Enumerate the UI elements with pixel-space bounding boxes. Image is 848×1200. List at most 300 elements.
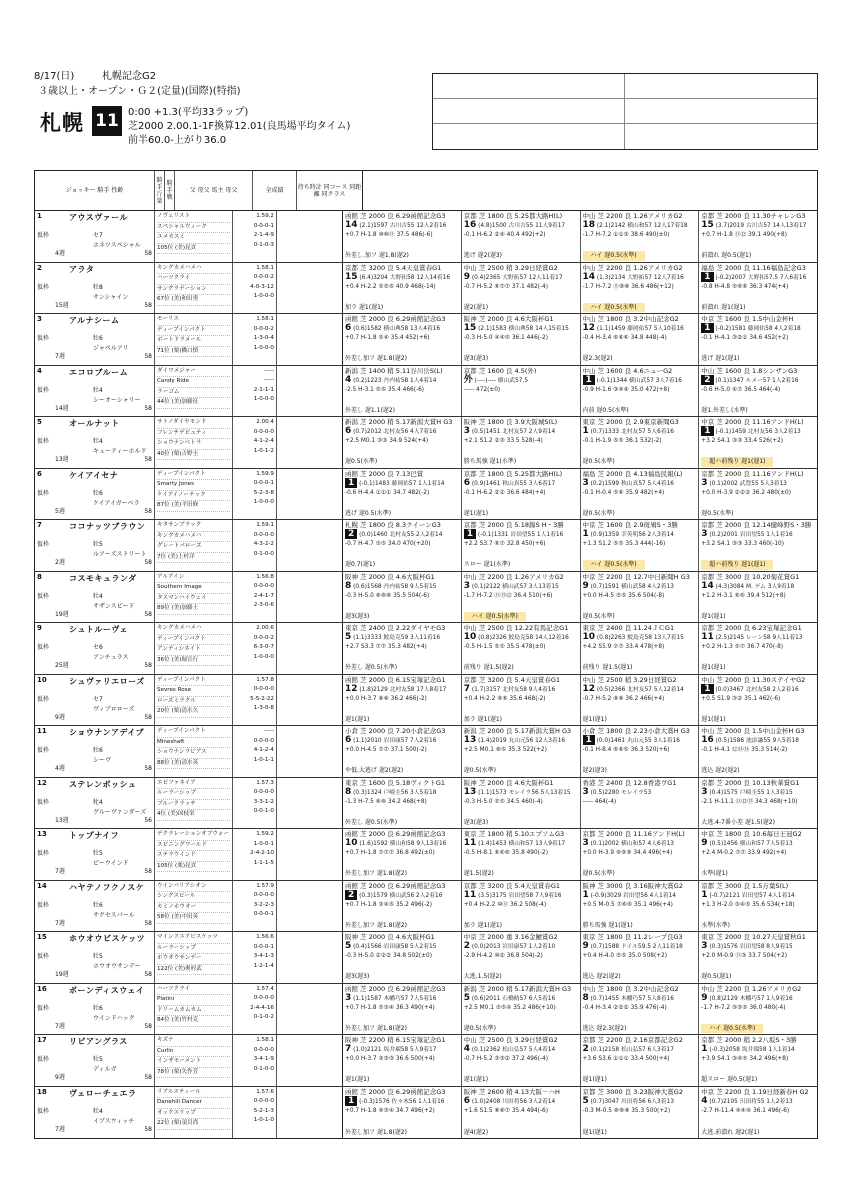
frame-label: 仮枠: [37, 1004, 50, 1012]
past-race: [343, 829, 462, 880]
race-comment: 遅1(遅1): [463, 509, 489, 517]
race-result: [583, 839, 697, 849]
race-time: (1.1)3333 鮫島克59 3人11着16: [351, 635, 441, 642]
race-time: (0.5)1451 北村友57 2人9着14: [470, 429, 556, 436]
interval-weeks: 13週: [55, 816, 69, 824]
past-races: [343, 623, 817, 674]
race-result: [701, 324, 815, 334]
race-comment: 前潰れ 遅0.5(遅1): [701, 252, 752, 260]
horse-name[interactable]: エコロブルーム: [69, 367, 129, 377]
race-comment: 遅1(遅1): [582, 1128, 607, 1136]
horse-cell: [35, 932, 155, 983]
carried-weight: 58: [144, 919, 152, 927]
horse-name[interactable]: ステレンボッシュ: [69, 779, 137, 789]
pedigree-cell: [155, 417, 233, 468]
pedigree-line: ダイワメジャー: [157, 367, 230, 378]
sex-age: 牡4: [93, 386, 103, 394]
carried-weight: 58: [144, 250, 152, 257]
race-result: [701, 376, 815, 386]
race-metrics: -2.7 H-11.4 ④④④ 36.1 496(-6): [701, 1107, 790, 1114]
race-result: [345, 685, 459, 695]
pedigree-line: ディープインパクト: [157, 470, 230, 481]
horse-name[interactable]: オールナット: [69, 419, 120, 428]
race-comment: 遅2.3(遅2): [582, 355, 613, 363]
record-line: 0-0-0-0: [253, 789, 274, 795]
past-race: [462, 572, 581, 623]
horse-number: 7: [37, 521, 42, 529]
notes-box: [625, 74, 817, 99]
times-cell: [277, 829, 343, 880]
interval-weeks: 7週: [55, 1125, 65, 1133]
race-result: [464, 582, 578, 592]
notes-box: [625, 99, 817, 124]
race-comment: 遅1(遅1): [582, 1076, 607, 1084]
record-line: 1-0-0-0: [253, 344, 274, 351]
race-metrics: -2.1 H-11.1 ⑪⑫⑬ 34.3 468(+10): [701, 798, 798, 805]
record-line: 1-0-1-0: [253, 1117, 274, 1123]
record-line: 3-4-1-3: [253, 953, 274, 959]
times-cell: [277, 520, 343, 571]
race-metrics: -0.1 H-0.4 ⑤⑥ 35.9 482(+4): [582, 489, 665, 496]
race-title: 阪神 芝 2000 良 4.6大阪杯G1: [345, 933, 435, 941]
race-result: [464, 221, 578, 231]
record-line: 0-0-0-1: [253, 222, 274, 229]
record-line: 3-3-1-2: [253, 798, 274, 805]
record-line: 1-3-0-4: [253, 335, 274, 341]
past-races: [343, 829, 817, 880]
dam-sire: ヴィブロローズ: [93, 705, 135, 713]
horse-number: 1: [37, 212, 42, 220]
race-title: 中山 芝 2500 良 12.22有馬記念G1: [463, 624, 569, 632]
horse-name[interactable]: ココナッツブラウン: [69, 522, 146, 531]
record-line: 4-0-3-12: [250, 283, 274, 290]
horse-name[interactable]: ホウオウビスケッツ: [69, 934, 146, 943]
finish-position: 2: [701, 375, 713, 385]
interval-weeks: 19週: [55, 610, 69, 618]
race-title: 中京 芝 2200 良 1.19日経新春H G2: [701, 1087, 809, 1096]
record-line: -----: [263, 367, 274, 374]
finish-position: 5: [345, 632, 352, 643]
race-time: (1.4)2019 丸山元56 12人3着16: [476, 738, 566, 745]
header-times: 持ち時計 同コース 同距離 同クラス: [297, 171, 363, 210]
past-race: [343, 623, 462, 674]
past-race: [343, 778, 462, 829]
race-time: (1.1)2010 岩田康57 7人2着16: [351, 738, 437, 745]
frame-label: 仮枠: [37, 644, 50, 651]
record-line: 0-0-0-0: [253, 995, 274, 1001]
race-time: (-0.7)2121 岩田望57 4人1着14: [707, 892, 795, 899]
race-title: 中山 芝 2000 良 11.30ステイヤG2: [701, 675, 806, 684]
race-comment: 逃げ 遅0.5(水準): [345, 509, 392, 517]
pedigree-line: グレートバローズ: [157, 542, 230, 553]
race-metrics: +3.6 S3.6 ①①① 33.4 500(+4): [582, 1056, 670, 1063]
past-race: [343, 675, 462, 726]
past-races: [343, 675, 817, 726]
record-line: 1-0-0-0: [253, 653, 274, 660]
race-result: [345, 427, 459, 437]
dam-sire: グルーヴァンダーズ: [93, 808, 147, 816]
race-time: (0.3)1579 横山武56 2人2着16: [357, 892, 443, 899]
race-result: [345, 479, 459, 489]
table-row: [35, 778, 817, 830]
interval-weeks: 4週: [55, 765, 65, 772]
race-title: 中山 芝 1600 良 4.6ニューG2: [582, 366, 673, 375]
pedigree-line: キズナ: [157, 1036, 230, 1047]
race-time: (0.8)2326 鮫島克58 14人12着16: [476, 635, 569, 642]
sex-age: 牡5: [93, 541, 103, 548]
finish-position: 7: [463, 683, 471, 694]
race-comment: 遅1.5(遅2): [463, 870, 494, 878]
race-time: (0.9)1461 秋山真55 3人6着17: [470, 480, 556, 487]
record-cell: [233, 881, 277, 932]
race-time: (2.1)1583 横山典58 14人15着15: [476, 326, 569, 333]
finish-position: 1: [582, 426, 589, 437]
pedigree-line: ユメカスミ: [157, 233, 230, 244]
race-title: 東京 芝 1600 良 5.18ヴィクトG1: [345, 778, 446, 787]
finish-position: 10: [345, 838, 358, 849]
race-metrics: +0.4 H-2.2 ⑩⑪ 36.2 508(-4): [463, 901, 547, 908]
horse-name[interactable]: アウスヴァール: [69, 213, 129, 222]
race-comment: 遅1(遅1): [345, 715, 370, 723]
pedigree-line: インザモーメント: [157, 1057, 230, 1068]
race-time: (0.3)1576 岩田望58 8人9着15: [707, 944, 793, 951]
finish-position: 4: [463, 1044, 471, 1055]
horse-name[interactable]: コスモキュランダ: [69, 573, 137, 583]
record-line: 1.58.1: [256, 316, 274, 322]
race-comment: 遅3(遅3): [463, 355, 489, 363]
finish-position: 18: [582, 220, 596, 231]
horse-name[interactable]: リビアングラス: [69, 1037, 128, 1046]
race-title: 中京 芝 2000 重 3.16金鯱賞G2: [463, 933, 558, 941]
race-title: 中京 芝 1600 良 2.9斑鳩S・3勝: [582, 521, 678, 529]
finish-position: 3: [582, 786, 589, 797]
race-metrics: -2.5 H-3.1 ⑤⑤ 35.4 466(-6): [345, 386, 425, 393]
finish-position: 8: [345, 786, 352, 797]
race-result: [345, 530, 459, 540]
past-race: [699, 675, 817, 726]
past-race: [343, 726, 462, 777]
race-title: 京都 芝 3000 良 1.5万葉S(L): [701, 881, 789, 890]
past-race: [462, 469, 581, 520]
horse-name[interactable]: ヴェローチェエラ: [69, 1088, 137, 1098]
race-result: [464, 685, 578, 695]
race-result: [464, 736, 578, 746]
race-comment: 逃げ 遅1(遅1): [701, 355, 740, 363]
frame-label: 仮枠: [37, 695, 50, 703]
frame-label: 仮枠: [37, 850, 50, 857]
record-line: 4-1-2-4: [253, 438, 274, 444]
sex-age: 牡5: [93, 953, 103, 960]
pedigree-line: キングカメハメハ: [157, 624, 230, 635]
horse-number: 18: [37, 1087, 47, 1096]
race-result: [701, 685, 815, 695]
race-metrics: +0.2 H-1.3 ⑤⑦ 36.7 470(-8): [701, 644, 784, 651]
sex-age: セ7: [93, 695, 103, 703]
past-race: [581, 726, 700, 777]
record-line: 1.59.1: [256, 522, 274, 528]
finish-position: 15: [701, 220, 714, 231]
record-line: 0-1-0-2: [253, 1014, 274, 1020]
race-comment: スロー 遅1(水準): [463, 561, 511, 569]
race-result: [701, 736, 815, 746]
race-title: 中山 芝 2500 良 3.29日経賞G2: [463, 1036, 558, 1044]
race-result: [701, 633, 815, 643]
record-line: 0-0-0-0: [253, 737, 274, 744]
race-result: [583, 479, 697, 489]
race-metrics: +0.0 H-4.5 ⑤⑤ 35.6 504(-8): [582, 592, 665, 599]
race-result: [464, 273, 578, 283]
pedigree-line: ドリームカムカム: [157, 1006, 230, 1017]
race-metrics: +0.0 H-3.7 ③③③ 36.6 500(+4): [345, 1056, 435, 1063]
pedigree-cell: [155, 263, 233, 314]
sex-age: セ7: [93, 232, 103, 239]
race-title: 小倉 芝 1800 良 2.23小倉大賞H G3: [582, 727, 690, 735]
race-metrics: -0.1 H-4.1 ⑫⑭⑭ 35.3 514(-2): [701, 747, 788, 754]
race-title: 東京 芝 2000 良 10.27天皇賞秋G1: [701, 933, 806, 941]
race-metrics: -1.7 H-7.2 ③⑤⑤ 36.0 480(-4): [701, 1004, 786, 1011]
pedigree-cell: [155, 1087, 233, 1139]
dam-sire: ピーウインド: [93, 860, 129, 867]
finish-position: 5: [582, 1095, 589, 1106]
pedigree-line: ルーラーシップ: [157, 789, 230, 800]
finish-position: 3: [701, 529, 708, 540]
finish-position: 3: [463, 580, 471, 591]
pedigree-line: キングカメハメハ: [157, 264, 230, 275]
race-time: (1.7)3157 北村友58 9人4着16: [470, 686, 556, 693]
times-cell: [277, 984, 343, 1035]
sex-age: 牡4: [93, 592, 103, 600]
finish-position: 8: [582, 992, 589, 1003]
pedigree-line: ショウナンベトラ: [157, 439, 230, 450]
frame-label: 仮枠: [37, 592, 50, 600]
race-time: (0.2)2001 岩田望55 1人1着16: [707, 532, 793, 539]
record-line: 0-1-0-3: [253, 241, 274, 248]
record-cell: [233, 572, 277, 623]
horse-name[interactable]: ハヤテノフクノスケ: [69, 882, 145, 892]
finish-position: 6: [345, 323, 352, 334]
frame-label: 仮枠: [37, 541, 50, 548]
record-cell: [233, 417, 277, 468]
dam-sire: シーヴ: [93, 757, 112, 764]
sex-age: 牡5: [93, 1056, 103, 1063]
pedigree-line: 20位 (栗)清水久: [157, 707, 230, 718]
past-race: [699, 726, 817, 777]
race-result: [583, 273, 697, 283]
race-metrics: -0.8 H-4.8 ⑤⑥⑥ 36.3 474(+4): [701, 283, 789, 290]
race-result: [701, 839, 815, 849]
race-title: 阪神 芝 2000 良 4.6大阪杯G1: [463, 315, 554, 323]
race-comment: 大逃.4-7番小差 遅1.5(遅2): [701, 818, 775, 826]
race-title: 新潟 芝 1400 稍 5.11谷川岳S(L): [345, 366, 443, 375]
past-race: [462, 984, 581, 1035]
past-race: [699, 932, 817, 983]
past-race: [462, 829, 581, 880]
horse-name[interactable]: ボーンディスウェイ: [69, 985, 145, 995]
horse-name[interactable]: シュヴァリエローズ: [69, 676, 145, 686]
race-comment: 加ラ 遅1(遅1): [345, 303, 384, 311]
race-time: (0.0)1460 北村友55 2人2着14: [357, 532, 443, 539]
carried-weight: 58: [144, 713, 152, 721]
race-comment: 遅3(遅3): [463, 818, 489, 826]
race-result: [701, 891, 815, 901]
record-line: 0-0-0-2: [253, 325, 274, 332]
race-result: [701, 427, 815, 437]
race-metrics: -0.1 H-4.1 ③②① 34.6 452(+2): [701, 335, 789, 342]
race-conditions: ３歳以上・オープン・Ｇ２(定量)(国際)(特指): [38, 86, 241, 97]
pedigree-line: ハーツクライ: [157, 274, 230, 285]
race-metrics: +0.7 H-1.8 ⑤③④ 36.3 490(+4): [345, 1004, 435, 1011]
past-race: [581, 211, 700, 262]
past-race: [699, 623, 817, 674]
times-cell: [277, 1087, 343, 1139]
horse-name[interactable]: アルナシーム: [69, 316, 120, 325]
race-title: 京都 芝 2000 良 10.13秋華賞G1: [701, 778, 800, 787]
dam-sire: イブスウィッチ: [93, 1117, 135, 1125]
finish-position: 14: [345, 220, 358, 231]
race-result: [345, 788, 459, 798]
race-title: 小倉 芝 2000 良 7.20小倉記念G3: [345, 727, 446, 735]
race-title: 阪神 芝 3000 良 3.16阪神大賞G2: [582, 881, 683, 890]
race-time: (-0.9)3029 岩田望56 4人1着14: [588, 892, 676, 899]
past-races: [343, 366, 817, 417]
race-metrics: -0.4 H-3.4 ②②② 35.9 476(-4): [582, 1004, 667, 1011]
past-race: [343, 1087, 462, 1139]
horse-name[interactable]: アラタ: [69, 264, 95, 274]
past-race: [343, 520, 462, 571]
race-time: (0.9)1359 幸英明56 2人3着14: [588, 532, 674, 539]
race-metrics: +0.5 S1.9 ③② 35.1 462(-6): [701, 695, 781, 702]
race-comment: 遅1(遅1): [582, 715, 607, 723]
horse-name[interactable]: ショウナンアデイブ: [69, 728, 145, 737]
past-race: [699, 366, 817, 417]
past-races: [343, 572, 817, 623]
finish-position: 1: [701, 272, 713, 282]
pedigree-line: Southern Image: [157, 583, 230, 594]
finish-position: 1: [345, 1096, 357, 1106]
race-title: 中京 芝 2200 良 12.7中日新聞H G3: [582, 572, 690, 581]
race-comment: 水準(遅1): [701, 870, 728, 878]
race-metrics: -0.1 H-6.2 ②④ 40.4 492(+2): [463, 232, 546, 239]
dam-sire: ホネツスペシャル: [93, 242, 141, 249]
race-result: [583, 788, 697, 798]
race-metrics: -0.3 H-5.0 ⑧⑧⑧ 35.5 504(-6): [345, 592, 430, 599]
past-race: [462, 726, 581, 777]
race-metrics: -0.9 H-1.6 ③④④ 35.0 472(+8): [582, 386, 670, 393]
finish-position: 9: [582, 941, 589, 952]
pedigree-line: アルアイン: [157, 573, 230, 584]
race-title: 京都 芝 2000 良 11.16アンドH(L): [701, 469, 804, 478]
race-title: 函館 芝 2000 良 6.29函館記念G3: [345, 881, 446, 890]
race-comment: ハイ 遅0.5(水準): [583, 303, 645, 312]
pedigree-line: デクラレーションオブウォー: [157, 830, 230, 841]
past-races: [343, 469, 817, 520]
pedigree-line: ディープインパクト: [157, 676, 230, 687]
record-line: 0-0-0-1: [253, 943, 274, 950]
race-result: [583, 1097, 697, 1107]
race-title: 中山 芝 2200 良 1.26アメリカG2: [463, 572, 564, 581]
pedigree-line: カミノホウオー: [157, 903, 230, 914]
race-metrics: +0.5 M-0.5 ⑦⑥⑥ 35.1 496(+4): [582, 901, 673, 908]
table-row: [35, 881, 817, 933]
header-weight: 騎手斤量: [155, 171, 165, 210]
finish-position: 11: [463, 838, 477, 849]
interval-weeks: 25週: [55, 662, 69, 669]
pedigree-line: シングスピール: [157, 892, 230, 903]
horse-name[interactable]: ケイアイセナ: [69, 470, 119, 480]
pedigree-line: 36位 (美)堀宣行: [157, 656, 230, 667]
finish-position: 12: [582, 323, 596, 334]
race-comment: 遅1(遅1): [701, 664, 726, 672]
race-title: 中山 芝 1800 良 3.2中山記念G2: [582, 984, 679, 993]
past-race: [343, 314, 462, 365]
race-title: 札幌 芝 1800 良 8.3クイーンG3: [345, 521, 441, 529]
record-cell: [233, 211, 277, 262]
race-metrics: -0.1 H-1.9 ⑤⑤ 36.1 532(-2): [582, 438, 662, 445]
pedigree-line: Curlin: [157, 1047, 230, 1058]
race-result: [464, 530, 578, 540]
race-result: [464, 839, 578, 849]
past-races: [343, 984, 817, 1035]
horse-name[interactable]: トップナイフ: [69, 831, 119, 840]
race-title: 新潟 芝 2000 稍 5.17新潟大賞H G3: [463, 984, 572, 993]
past-race: [343, 417, 462, 468]
finish-position: 1: [583, 735, 595, 745]
pedigree-line: キタサンブラック: [157, 521, 230, 532]
sex-age: 牡4: [93, 1107, 103, 1115]
pedigree-line: マインドユアビスケッツ: [157, 933, 230, 944]
race-comment: 遅1(遅1): [463, 1076, 489, 1084]
finish-position: 3: [701, 786, 708, 797]
record-line: 2-3-0-6: [253, 602, 274, 608]
race-result: [583, 427, 697, 437]
pedigree-line: 122位 (美)奥村武: [157, 965, 230, 976]
race-result: [701, 530, 815, 540]
table-row: [35, 1035, 817, 1087]
finish-position: 6: [345, 426, 352, 437]
pedigree-line: 58位 (美)中田英: [157, 913, 230, 924]
race-comment: 外差し 遅0.5(水準): [345, 818, 398, 826]
pedigree-line: ウインバリアシオン: [157, 882, 230, 893]
pedigree-cell: [155, 314, 233, 365]
race-title: 京都 芝 1800 良 5.25都大路H(L): [463, 469, 563, 478]
pedigree-line: 71位 (栗)橋口慎: [157, 347, 230, 358]
race-time: (0.8)2263 鮫島克58 13人7着15: [595, 635, 684, 642]
finish-position: 1: [582, 529, 589, 540]
horse-name[interactable]: シュトルーヴェ: [69, 625, 129, 634]
past-race: [462, 675, 581, 726]
notes-box: [433, 124, 625, 149]
table-row: [35, 726, 817, 778]
past-race: [699, 778, 817, 829]
race-result: [345, 633, 459, 643]
table-row: [35, 623, 817, 675]
past-race: [699, 572, 817, 623]
race-metrics: +2.1 S1.2 ②③ 33.5 528(-4): [463, 438, 543, 445]
horse-number: 9: [37, 624, 42, 632]
race-result: [464, 1097, 578, 1107]
times-cell: [277, 366, 343, 417]
pedigree-line: 44位 (美)加藤征: [157, 398, 230, 409]
finish-position: 2: [463, 941, 471, 952]
interval-weeks: 14週: [55, 404, 69, 412]
horse-cell: [35, 881, 155, 932]
times-cell: [277, 211, 343, 262]
table-row: [35, 829, 817, 881]
race-time: (0.5)2366 北村友57 5人12着14: [595, 686, 684, 693]
race-title: 東京 芝 2000 良 2.9東京新聞G3: [582, 418, 679, 426]
race-result: [345, 891, 459, 901]
race-info: [128, 106, 428, 148]
